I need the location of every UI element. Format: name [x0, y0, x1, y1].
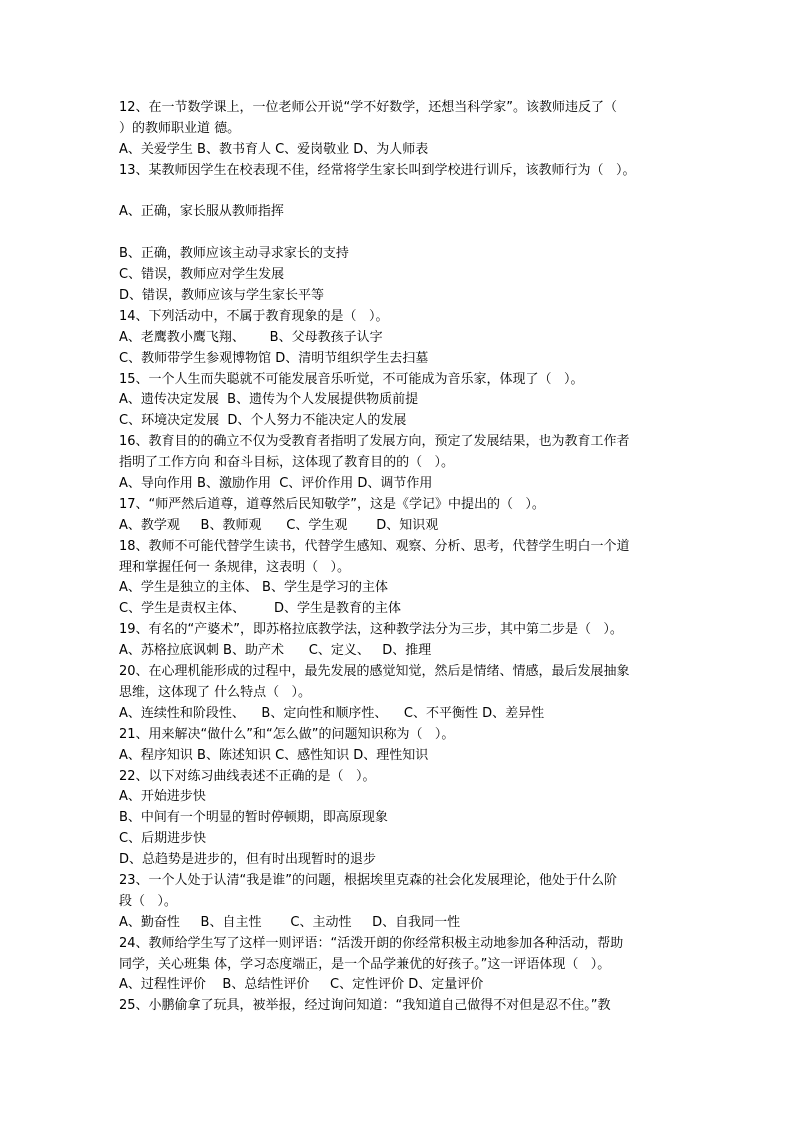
text-line: B、中间有一个明显的暂时停顿期，即高原现象 [119, 810, 388, 826]
text-line: 23、一个人处于认清“我是谁”的问题，根据埃里克森的社会化发展理论，他处于什么阶 [119, 872, 618, 888]
text-line: 19、有名的“产婆术”，即苏格拉底教学法，这种教学法分为三步，其中第二步是（ ）。 [119, 622, 623, 638]
text-line: 理和掌握任何一 条规律，这表明（ ）。 [119, 559, 351, 575]
text-line: 18、教师不可能代替学生读书，代替学生感知、观察、分析、思考，代替学生明白一个道 [119, 538, 630, 554]
text-line: A、苏格拉底讽刺 B、助产术 C、定义、 D、推理 [119, 643, 432, 659]
text-line: 25、小鹏偷拿了玩具，被举报，经过询问知道：“我知道自己做得不对但是忍不住。”教 [119, 998, 611, 1014]
text-line: 指明了工作方向 和奋斗目标，这体现了教育目的的（ ）。 [119, 455, 455, 471]
text-line: 21、用来解决“做什么”和“怎么做”的问题知识称为（ ）。 [119, 726, 455, 742]
text-line: 24、教师给学生写了这样一则评语：“活泼开朗的你经常积极主动地参加各种活动，帮助 [119, 935, 624, 951]
text-line: A、导向作用 B、激励作用 C、评价作用 D、调节作用 [119, 476, 433, 492]
text-line: 22、以下对练习曲线表述不正确的是（ ）。 [119, 768, 376, 784]
text-line: 14、下列活动中，不属于教育现象的是（ ）。 [119, 308, 389, 324]
text-line: A、程序知识 B、陈述知识 C、感性知识 D、理性知识 [119, 747, 429, 763]
text-line: A、连续性和阶段性、 B、定向性和顺序性、 C、不平衡性 D、差异性 [119, 705, 545, 721]
text-line: A、学生是独立的主体、 B、学生是学习的主体 [119, 580, 388, 596]
text-line: A、过程性评价 B、总结性评价 C、定性评价 D、定量评价 [119, 977, 484, 993]
blank-line [119, 223, 679, 244]
text-line: D、错误，教师应该与学生家长平等 [119, 288, 325, 304]
text-line: A、教学观 B、教师观 C、学生观 D、知识观 [119, 517, 439, 533]
text-line: C、学生是责权主体、 D、学生是教育的主体 [119, 601, 402, 617]
text-line: 13、某教师因学生在校表现不佳，经常将学生家长叫到学校进行训斥，该教师行为（ ）。 [119, 162, 636, 178]
text-line: A、勤奋性 B、自主性 C、主动性 D、自我同一性 [119, 914, 461, 930]
text-line: C、环境决定发展 D、个人努力不能决定人的发展 [119, 413, 407, 429]
text-line: A、开始进步快 [119, 789, 206, 805]
text-line: A、遗传决定发展 B、遗传为个人发展提供物质前提 [119, 392, 419, 408]
text-line: C、后期进步快 [119, 831, 207, 847]
text-line: 17、“师严然后道尊，道尊然后民知敬学”，这是《学记》中提出的（ ）。 [119, 496, 545, 512]
text-line: 同学，关心班集 体，学习态度端正，是一个品学兼优的好孩子。”这一评语体现（ ）。 [119, 956, 611, 972]
text-line: 20、在心理机能形成的过程中，最先发展的感觉知觉，然后是情绪、情感，最后发展抽象 [119, 664, 630, 680]
text-line: D、总趋势是进步的，但有时出现暂时的退步 [119, 852, 377, 868]
document-body [119, 98, 679, 1017]
text-line: 15、一个人生而失聪就不可能发展音乐听觉，不可能成为音乐家，体现了（ ）。 [119, 371, 584, 387]
text-line: A、正确，家长服从教师指挥 [119, 204, 284, 220]
text-line: B、正确，教师应该主动寻求家长的支持 [119, 246, 349, 262]
text-line: C、教师带学生参观博物馆 D、清明节组织学生去扫墓 [119, 350, 429, 366]
blank-line [119, 182, 679, 203]
text-line: 12、在一节数学课上，一位老师公开说“学不好数学，还想当科学家”。该教师违反了（ [119, 100, 618, 115]
text-line: 思维，这体现了 什么特点（ ）。 [119, 684, 312, 700]
text-line: C、错误，教师应对学生发展 [119, 267, 285, 283]
text-line: 段（ ）。 [119, 893, 177, 909]
text-line: A、关爱学生 B、教书育人 C、爱岗敬业 D、为人师表 [119, 141, 429, 157]
text-line: 16、教育目的的确立不仅为受教育者指明了发展方向，预定了发展结果，也为教育工作者 [119, 434, 630, 450]
text-line: ）的教师职业道 德。 [119, 120, 241, 136]
text-line: A、老鹰教小鹰飞翔、 B、父母教孩子认字 [119, 329, 383, 345]
